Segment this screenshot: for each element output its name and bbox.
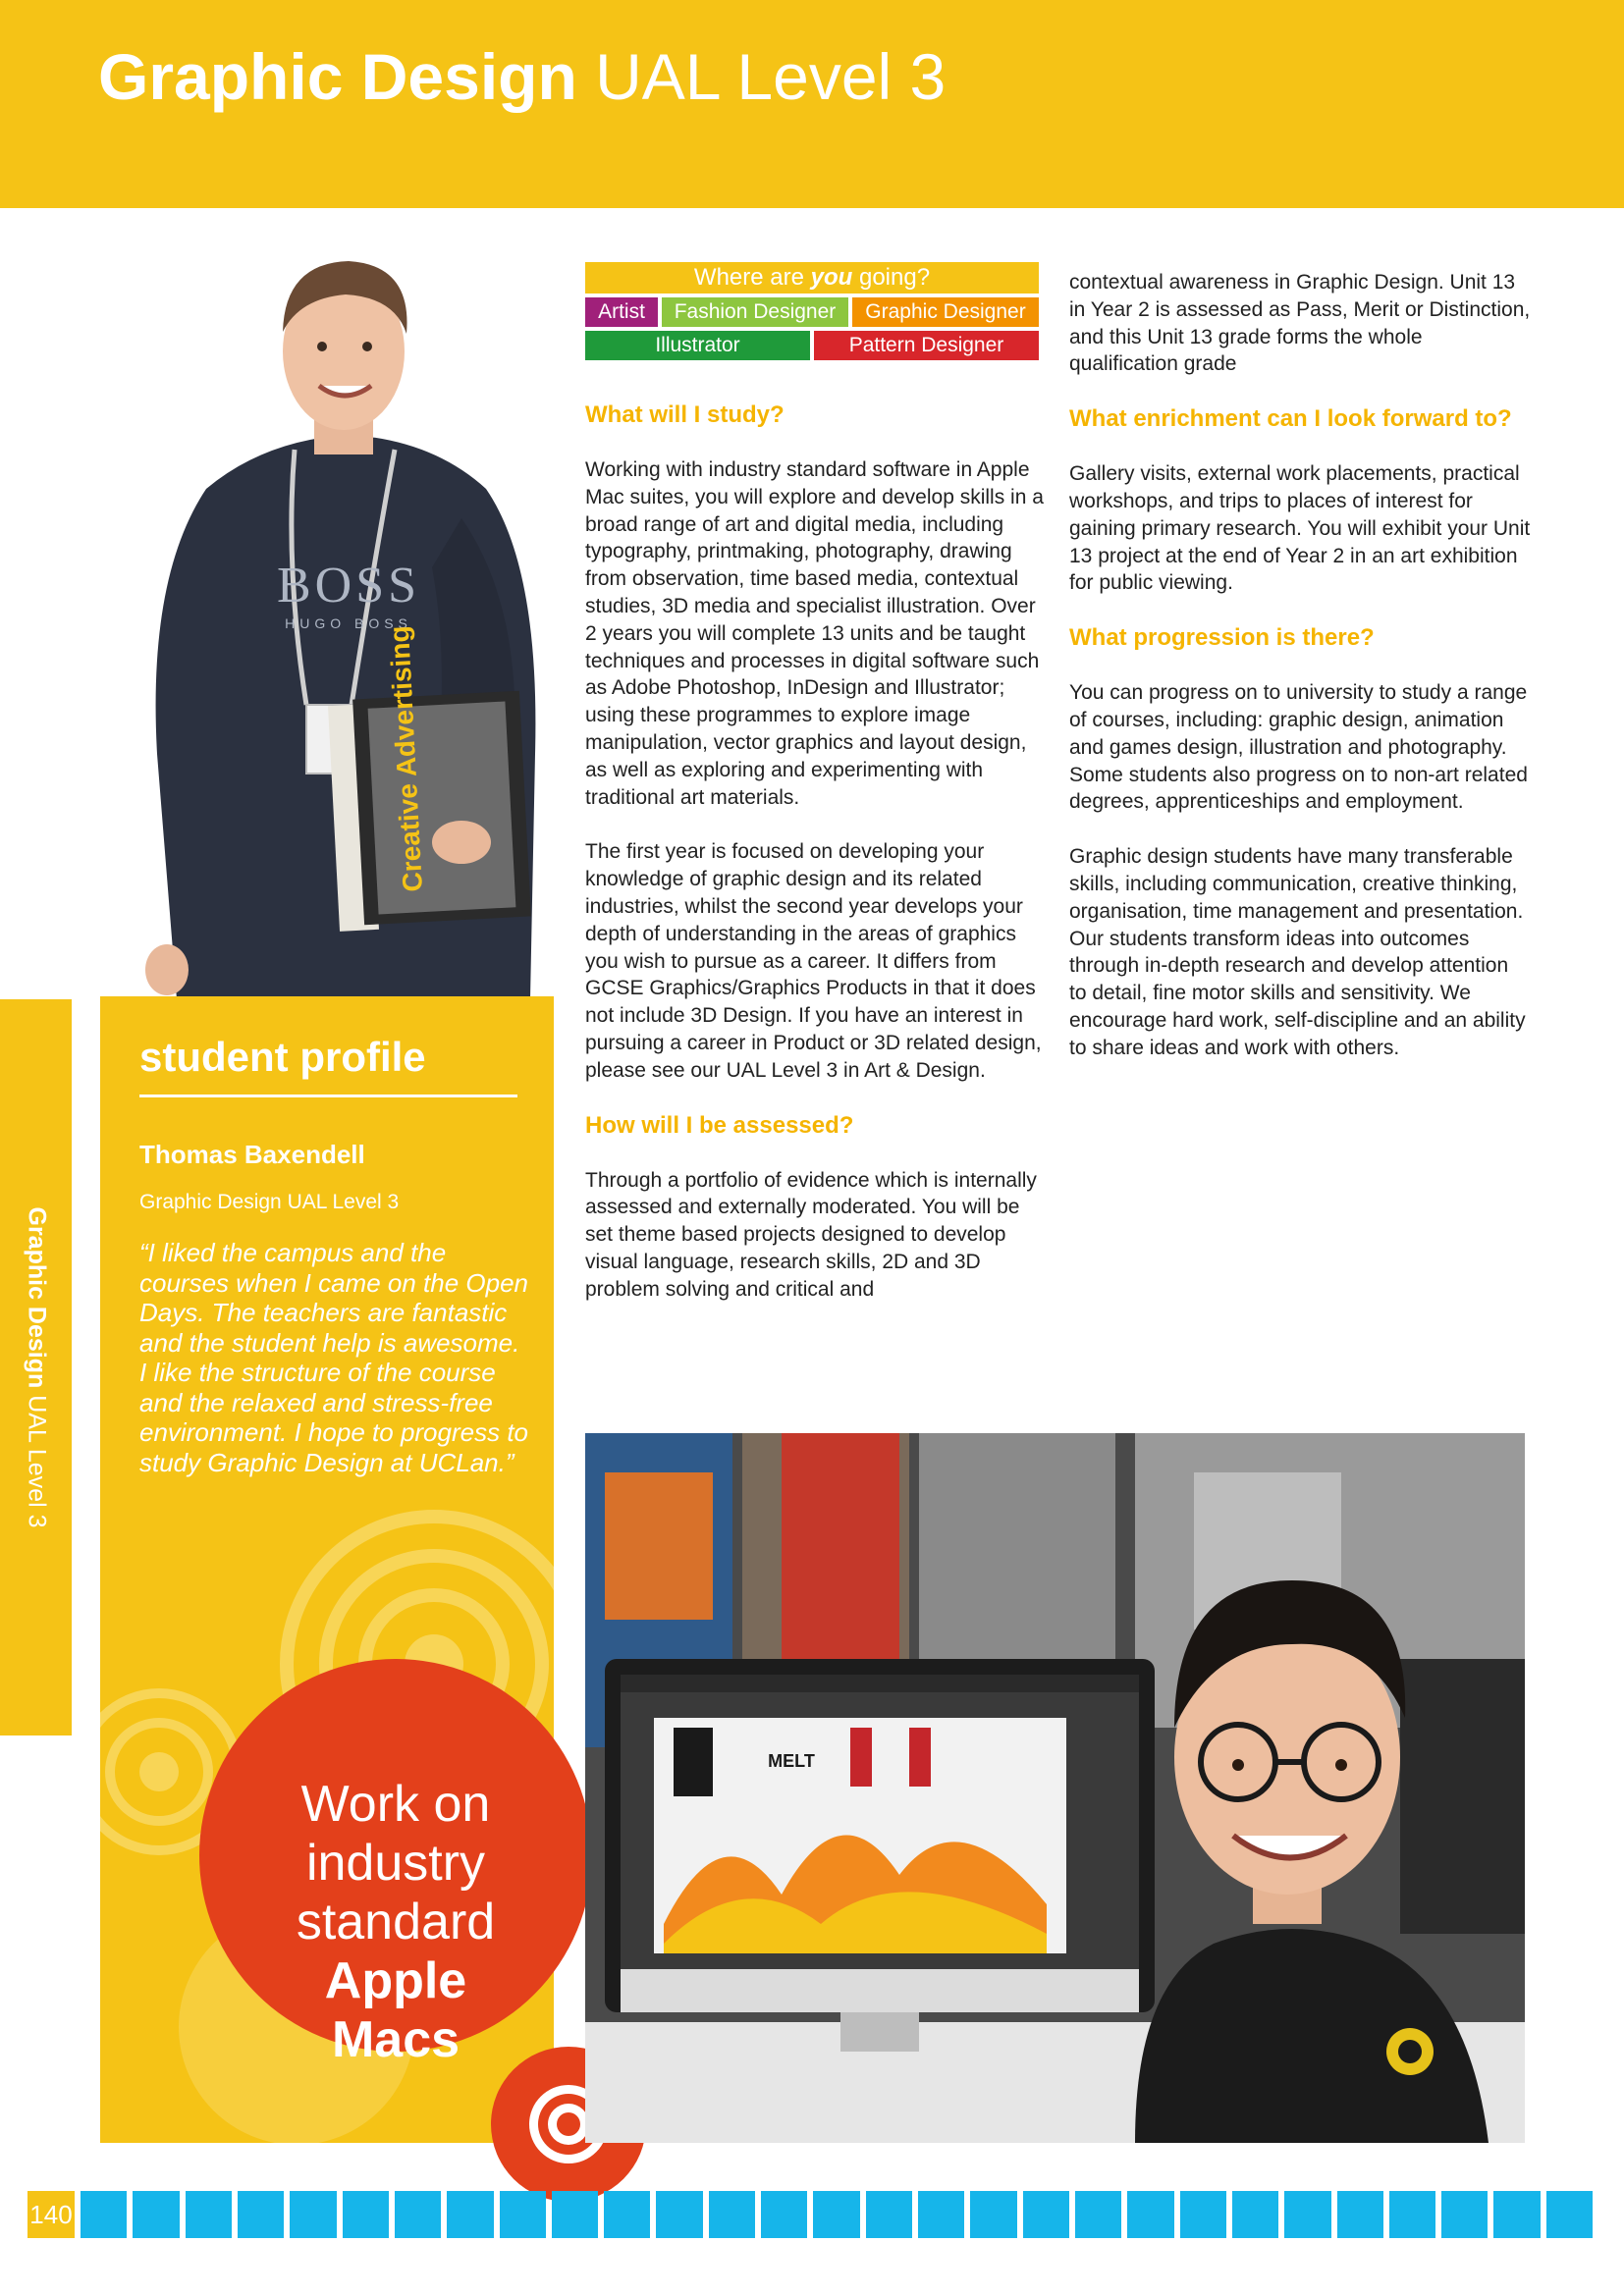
careers-box (585, 262, 1039, 360)
page-title-bold: Graphic Design (98, 40, 577, 113)
careers-row-2 (585, 331, 1039, 360)
text-column-2 (1069, 269, 1531, 1090)
apple-macs-callout (199, 1659, 592, 2068)
callout-line-2: industry (305, 1835, 486, 1892)
callout-line-1: Work on (300, 1776, 491, 1833)
text-column-1 (585, 401, 1047, 1331)
book-title: Creative Advertising (383, 624, 428, 893)
careers-heading (585, 262, 1039, 294)
imac-photo (585, 1433, 1525, 2143)
study-paragraph-2: The first year is focused on developing your knowledge of graphic design and its related industries, whilst the second year develops your depth of understanding in the areas of graphics you wish to pursue as a career. It differs from GCSE Graphics/Graphics Products in that it does not include 3D Design. If you have an interest in pursuing a career in Product or 3D related design, please see our UAL Level 3 in Art & Design. (585, 840, 1042, 1082)
careers-heading-em: you (810, 264, 853, 291)
imac-illustration (585, 1433, 1525, 2143)
study-paragraph-1: Working with industry standard software in Apple Mac suites, you will explore and develop skills in a broad range of art and digital media, including typography, printmaking, photography, drawing from observation, time based media, contextual studies, 3D media and specialist illustration. Over 2 years you will complete 13 units and be taught techniques and processes in digital software such as Adobe Photoshop, InDesign and Illustrator; using these programmes to explore image manipulation, vector graphics and layout design, as well as exploring and experimenting with traditional art materials. (585, 458, 1044, 809)
careers-heading-post: going? (858, 264, 931, 291)
assessed-heading: How will I be assessed? (585, 1111, 854, 1139)
side-tab (0, 999, 72, 1735)
callout-text (199, 1775, 592, 2069)
profile-course: Graphic Design UAL Level 3 (139, 1191, 400, 1213)
footer-blocks (81, 2191, 1593, 2238)
shirt-print: BOSS (276, 558, 421, 614)
study-heading: What will I study? (585, 401, 785, 428)
career-chip-artist: Artist (585, 297, 658, 327)
progression-paragraph-2: Graphic design students have many transferable skills, including communication, creative thinking, organisation, time management and presentation. Our students transform ideas into outcomes through in-depth research and develop attention to detail, fine motor skills and sensitivity. We encourage hard work, self-discipline and an ability to share ideas and work with others. (1069, 845, 1526, 1059)
profile-name: Thomas Baxendell (139, 1140, 365, 1169)
side-tab-light: UAL Level 3 (23, 1395, 50, 1528)
callout-line-5: Macs (331, 2011, 460, 2068)
career-chip-graphic-designer: Graphic Designer (852, 297, 1039, 327)
career-chip-illustrator: Illustrator (585, 331, 810, 360)
page-title-light: UAL Level 3 (595, 40, 947, 113)
side-tab-label (22, 1207, 50, 1528)
profile-heading: student profile (139, 1034, 426, 1080)
profile-quote: “I liked the campus and the courses when I came on the Open Days. The teachers are fantastic and the student help is awesome. I like the structure of the course and the relaxed and stress-free environment. I hope to progress to study Graphic Design at UCLan.” (139, 1238, 529, 1477)
callout-line-3: standard (296, 1894, 496, 1950)
progression-paragraph-1: You can progress on to university to study a range of courses, including: graphic design, animation and games design, illustration and photography. Some students also progress on to non-art related degrees, apprenticeships and employment. (1069, 681, 1528, 814)
enrichment-paragraph: Gallery visits, external work placements, practical workshops, and trips to places of interest for gaining primary research. You will exhibit your Unit 13 project at the end of Year 2 in an art exhibition for public viewing. (1069, 462, 1531, 595)
profile-divider (139, 1095, 517, 1097)
assessed-paragraph: Through a portfolio of evidence which is internally assessed and externally moderated. You will be set theme based projects designed to develop visual language, research skills, 2D and 3D problem solving and critical and (585, 1168, 1037, 1301)
page-number: 140 (27, 2191, 75, 2238)
student-illustration (137, 243, 566, 999)
page-title (98, 37, 946, 116)
assessed-paragraph-continued: contextual awareness in Graphic Design. Unit 13 in Year 2 is assessed as Pass, Merit or Distinction, and this Unit 13 grade forms the whole qualification grade (1069, 271, 1531, 376)
header-band (0, 0, 1624, 208)
screen-logo: MELT (768, 1751, 815, 1771)
careers-heading-pre: Where are (693, 264, 804, 291)
student-photo (137, 243, 566, 999)
progression-heading: What progression is there? (1069, 624, 1375, 652)
side-tab-bold: Graphic Design (23, 1206, 50, 1389)
enrichment-heading: What enrichment can I look forward to? (1069, 405, 1512, 433)
careers-row-1 (585, 297, 1039, 327)
career-chip-pattern-designer: Pattern Designer (814, 331, 1039, 360)
callout-line-4: Apple (324, 1952, 467, 2009)
shirt-print-sub: HUGO BOSS (285, 615, 412, 631)
career-chip-fashion-designer: Fashion Designer (662, 297, 848, 327)
